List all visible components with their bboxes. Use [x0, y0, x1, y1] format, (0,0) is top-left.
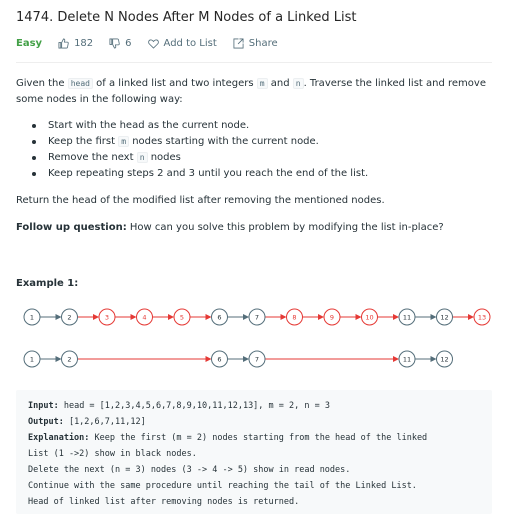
list-node-label: 9: [329, 313, 335, 322]
list-node-label: 12: [440, 355, 449, 364]
followup-label: Follow up question:: [16, 222, 127, 233]
like-button[interactable]: [58, 38, 93, 49]
list-node-label: 12: [440, 313, 449, 322]
list-item: Keep repeating steps 2 and 3 until you reach the end of the list.: [36, 166, 368, 182]
list-node-label: 10: [365, 313, 374, 322]
problem-meta: [16, 38, 294, 49]
example-code-block: [16, 390, 492, 514]
input-label: Input:: [28, 401, 59, 411]
list-node-label: 8: [292, 313, 297, 322]
list-item: Keep the first m nodes starting with the current node.: [36, 134, 368, 150]
list-node-label: 1: [29, 355, 35, 364]
dislike-button[interactable]: [109, 38, 131, 49]
explanation-line: Delete the next (n = 3) nodes (3 -> 4 -> 5) show in read nodes.: [28, 465, 351, 475]
problem-title: 1474. Delete N Nodes After M Nodes of a Linked List: [16, 10, 357, 25]
add-to-list-button[interactable]: [148, 38, 217, 49]
add-to-list-label: Add to List: [163, 38, 217, 49]
explanation-line: Continue with the same procedure until reaching the tail of the Linked List.: [28, 481, 417, 491]
heart-icon: [148, 39, 159, 49]
list-node-label: 1: [29, 313, 35, 322]
inline-code-head: head: [68, 78, 93, 89]
list-node-label: 5: [179, 313, 185, 322]
thumbs-down-icon: [109, 38, 120, 49]
followup-text: How can you solve this problem by modifying the list in-place?: [126, 222, 444, 233]
list-item: Start with the head as the current node.: [36, 118, 368, 134]
inline-code-n: n: [293, 78, 304, 89]
share-button[interactable]: [233, 38, 278, 49]
list-node-label: 4: [142, 313, 147, 322]
list-node-label: 6: [217, 355, 222, 364]
dislike-count: 6: [125, 38, 132, 49]
output-value: [1,2,6,7,11,12]: [63, 417, 146, 427]
output-label: Output:: [28, 417, 64, 427]
share-icon: [233, 38, 244, 49]
list-node-label: 11: [402, 313, 412, 322]
result-list-row: [24, 351, 453, 367]
like-count: 182: [74, 38, 94, 49]
description-line-2: some nodes in the following way:: [16, 94, 183, 105]
list-node-label: 13: [477, 313, 487, 322]
explanation-line: Head of linked list after removing nodes is returned.: [28, 497, 300, 507]
list-node-label: 2: [67, 313, 72, 322]
steps-list: [36, 118, 368, 182]
list-node-label: 11: [402, 355, 412, 364]
share-label: Share: [248, 38, 278, 49]
input-value: head = [1,2,3,4,5,6,7,8,9,10,11,12,13], m = 2, n = 3: [58, 401, 330, 411]
header-divider: [16, 62, 492, 63]
list-item: Remove the next n nodes: [36, 150, 368, 166]
inline-code-m: m: [257, 78, 268, 89]
thumbs-up-icon: [58, 38, 69, 49]
followup-paragraph: [16, 220, 444, 236]
list-node-label: 3: [104, 313, 110, 322]
list-node-label: 7: [254, 313, 260, 322]
original-list-row: [24, 309, 490, 325]
explanation-line: List (1 ->2) show in black nodes.: [28, 449, 197, 459]
list-node-label: 6: [217, 313, 222, 322]
linked-list-diagram: [0, 300, 512, 372]
list-node-label: 7: [254, 355, 260, 364]
example-title: Example 1:: [16, 278, 79, 289]
explanation-value: Keep the first (m = 2) nodes starting from the head of the linked: [89, 433, 428, 443]
difficulty-badge: Easy: [16, 38, 43, 49]
list-node-label: 2: [67, 355, 72, 364]
explanation-label: Explanation:: [28, 433, 90, 443]
description-paragraph: Given the head of a linked list and two integers m and n . Traverse the linked list and remove some nodes in the following way:: [16, 76, 486, 108]
return-text: Return the head of the modified list after removing the mentioned nodes.: [16, 195, 385, 206]
